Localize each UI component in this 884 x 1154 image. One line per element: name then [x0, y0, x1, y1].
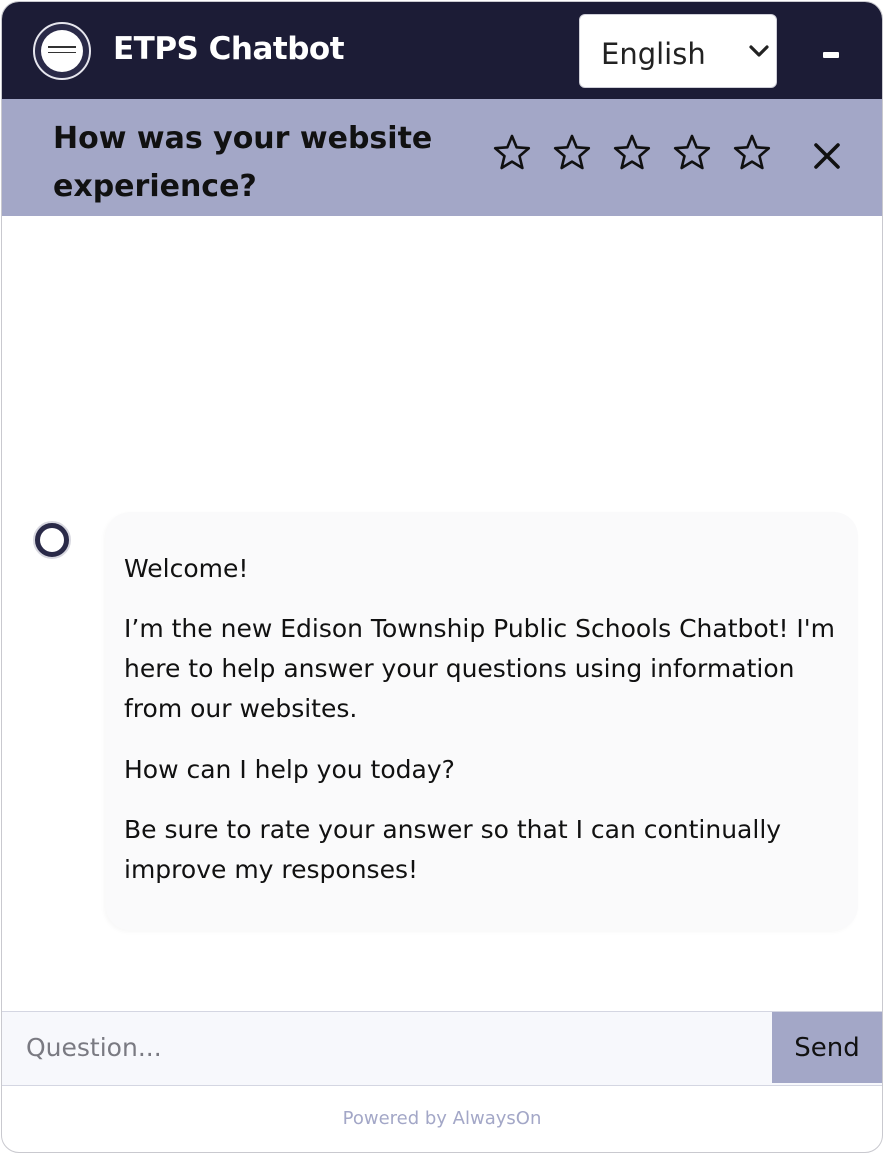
message-composer [2, 1011, 882, 1086]
message-paragraph: How can I help you today? [124, 755, 455, 784]
language-selected-value: English [601, 37, 706, 71]
send-button[interactable]: Send [772, 1012, 882, 1083]
message-paragraph: I’m the new Edison Township Public Schools Chatbot! I'm here to help answer your questions using information from our websites. [124, 614, 836, 723]
question-input[interactable] [2, 1012, 772, 1083]
logo-text-line [48, 52, 76, 53]
logo-seal-inner [41, 30, 83, 72]
chevron-down-icon [748, 43, 770, 59]
district-seal-logo [33, 22, 91, 80]
powered-by-footer: Powered by AlwaysOn [342, 1108, 542, 1129]
star-5-icon[interactable] [732, 133, 772, 173]
star-2-icon[interactable] [552, 133, 592, 173]
rating-question: How was your website experience? [53, 121, 433, 204]
logo-text-line [48, 46, 76, 48]
rating-bar [2, 99, 882, 216]
star-3-icon[interactable] [612, 133, 652, 173]
chatbot-widget [1, 1, 883, 1153]
bot-message-bubble [106, 512, 858, 930]
message-paragraph: Welcome! [124, 554, 249, 583]
chat-header [2, 2, 882, 99]
message-paragraph: Be sure to rate your answer so that I can continually improve my responses! [124, 815, 782, 884]
minimize-button[interactable] [818, 42, 844, 66]
chatbot-title: ETPS Chatbot [113, 31, 345, 67]
close-icon[interactable] [812, 141, 842, 171]
bot-avatar-seal [40, 528, 64, 552]
star-1-icon[interactable] [492, 133, 532, 173]
bot-avatar [33, 521, 71, 559]
star-4-icon[interactable] [672, 133, 712, 173]
language-select[interactable] [579, 14, 777, 88]
minimize-icon [823, 52, 839, 58]
chat-messages [2, 216, 882, 1011]
